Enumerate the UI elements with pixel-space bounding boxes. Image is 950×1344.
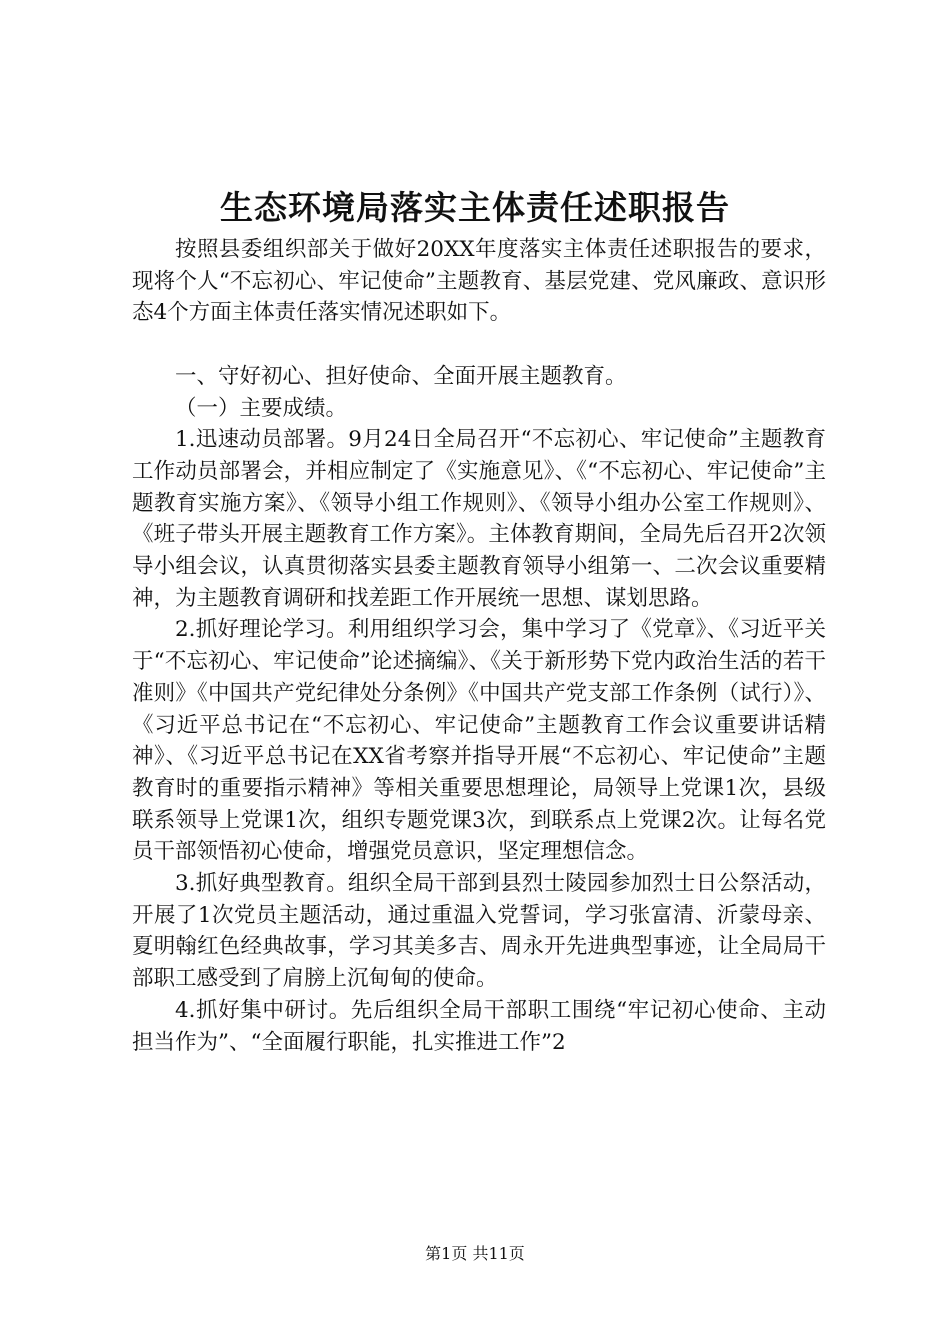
page-number-footer: 第1页 共11页 [425, 1244, 525, 1263]
section-heading: 一、守好初心、担好使命、全面开展主题教育。 [175, 363, 627, 389]
intro-paragraph: 按照县委组织部关于做好20XX年度落实主体责任述职报告的要求，现将个人“不忘初心、牢记使命”主题教育、基层党建、党风廉政、意识形态4个方面主体责任落实情况述职如下。 [132, 237, 826, 326]
document-body [132, 234, 826, 1058]
subsection-heading: （一）主要成绩。 [175, 395, 348, 421]
paragraph-item-3: 3.抓好典型教育。组织全局干部到县烈士陵园参加烈士日公祭活动，开展了1次党员主题活动，通过重温入党誓词，学习张富清、沂蒙母亲、夏明翰红色经典故事，学习其美多吉、周永开先进典型事迹，让全局局干部职工感受到了肩膀上沉甸甸的使命。 [132, 871, 826, 992]
paragraph-item-4: 4.抓好集中研讨。先后组织全局干部职工围绕“牢记初心使命、主动担当作为”、“全面履行职能，扎实推进工作”2 [132, 997, 826, 1055]
document-title: 生态环境局落实主体责任述职报告 [220, 188, 730, 227]
paragraph-item-2: 2.抓好理论学习。利用组织学习会，集中学习了《党章》、《习近平关于“不忘初心、牢记使命”论述摘编》、《关于新形势下党内政治生活的若干准则》《中国共产党纪律处分条例》《中国共产党支部工作条例（试行）》、《习近平总书记在“不忘初心、牢记使命”主题教育工作会议重要讲话精神》、《习近平总书记在XX省考察并指导开展“不忘初心、牢记使命”主题教育时的重要指示精神》等相关重要思想理论，局领导上党课1次，县级联系领导上党课1次，组织专题党课3次，到联系点上党课2次。让每名党员干部领悟初心使命，增强党员意识，坚定理想信念。 [132, 617, 826, 865]
paragraph-item-1: 1.迅速动员部署。9月24日全局召开“不忘初心、牢记使命”主题教育工作动员部署会，并相应制定了《实施意见》、《“不忘初心、牢记使命”主题教育实施方案》、《领导小组工作规则》、《领导小组办公室工作规则》、《班子带头开展主题教育工作方案》。主体教育期间，全局先后召开2次领导小组会议，认真贯彻落实县委主题教育领导小组第一、二次会议重要精神，为主题教育调研和找差距工作开展统一思想、谋划思路。 [132, 427, 826, 611]
